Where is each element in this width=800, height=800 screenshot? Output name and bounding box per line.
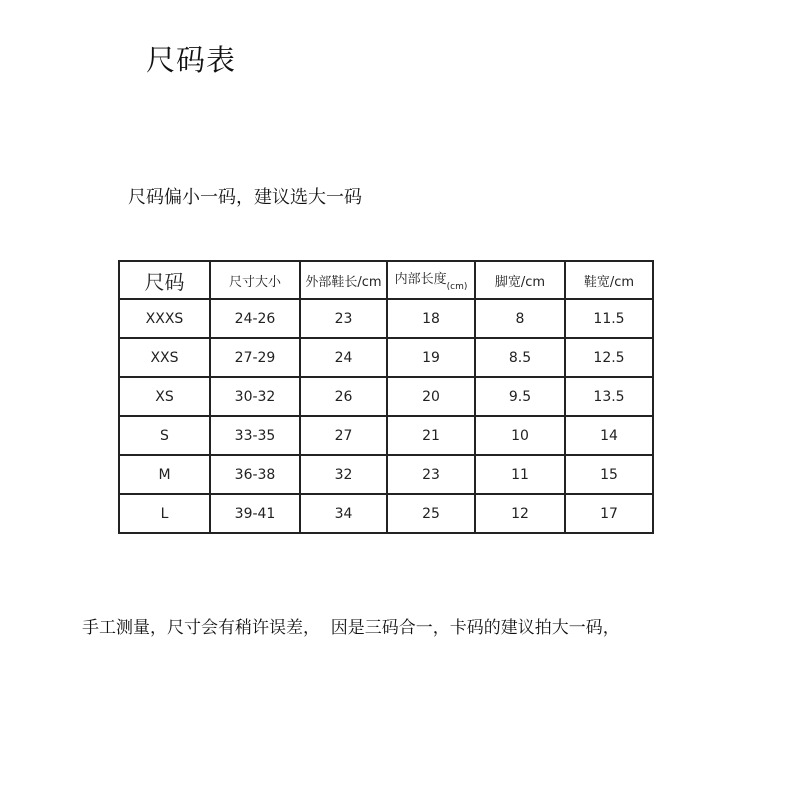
- table-cell: 18: [387, 299, 475, 338]
- table-cell: M: [119, 455, 210, 494]
- table-cell: 9.5: [475, 377, 565, 416]
- table-cell: 8: [475, 299, 565, 338]
- table-cell: 33-35: [210, 416, 300, 455]
- table-row: [119, 494, 653, 533]
- table-cell: 20: [387, 377, 475, 416]
- header-size: 尺码: [119, 261, 210, 299]
- table-cell: 39-41: [210, 494, 300, 533]
- table-cell: 10: [475, 416, 565, 455]
- table-row: [119, 299, 653, 338]
- table-cell: 36-38: [210, 455, 300, 494]
- table-cell: L: [119, 494, 210, 533]
- table-cell: 26: [300, 377, 387, 416]
- table-cell: 30-32: [210, 377, 300, 416]
- table-cell: 11.5: [565, 299, 653, 338]
- table-cell: 32: [300, 455, 387, 494]
- header-foot-width: 脚宽/cm: [475, 261, 565, 299]
- table-cell: 13.5: [565, 377, 653, 416]
- table-cell: 24-26: [210, 299, 300, 338]
- table-cell: 27-29: [210, 338, 300, 377]
- table-cell: 21: [387, 416, 475, 455]
- header-inner-length-unit: (cm): [446, 282, 468, 292]
- table-cell: 19: [387, 338, 475, 377]
- table-row: [119, 377, 653, 416]
- header-inner-length: [387, 261, 475, 299]
- table-cell: 24: [300, 338, 387, 377]
- header-dimension: 尺寸大小: [210, 261, 300, 299]
- table-cell: S: [119, 416, 210, 455]
- table-cell: 34: [300, 494, 387, 533]
- table-cell: 25: [387, 494, 475, 533]
- table-cell: 12: [475, 494, 565, 533]
- header-outer-length: 外部鞋长/cm: [300, 261, 387, 299]
- table-row: [119, 338, 653, 377]
- table-cell: 27: [300, 416, 387, 455]
- table-cell: 12.5: [565, 338, 653, 377]
- table-cell: XXS: [119, 338, 210, 377]
- table-cell: 11: [475, 455, 565, 494]
- header-shoe-width: 鞋宽/cm: [565, 261, 653, 299]
- size-advice-note: 尺码偏小一码，建议选大一码: [128, 187, 362, 208]
- table-cell: 14: [565, 416, 653, 455]
- size-chart-table: [118, 260, 654, 534]
- header-inner-length-label: 内部长度: [394, 272, 447, 287]
- table-cell: 23: [387, 455, 475, 494]
- table-cell: 23: [300, 299, 387, 338]
- table-row: [119, 455, 653, 494]
- table-row: [119, 416, 653, 455]
- table-header-row: [119, 261, 653, 299]
- table-cell: XS: [119, 377, 210, 416]
- page-title: 尺码表: [146, 43, 237, 77]
- table-cell: 8.5: [475, 338, 565, 377]
- table-cell: XXXS: [119, 299, 210, 338]
- measurement-note: 手工测量，尺寸会有稍许误差， 因是三码合一，卡码的建议拍大一码，: [82, 618, 620, 638]
- table-cell: 17: [565, 494, 653, 533]
- table-cell: 15: [565, 455, 653, 494]
